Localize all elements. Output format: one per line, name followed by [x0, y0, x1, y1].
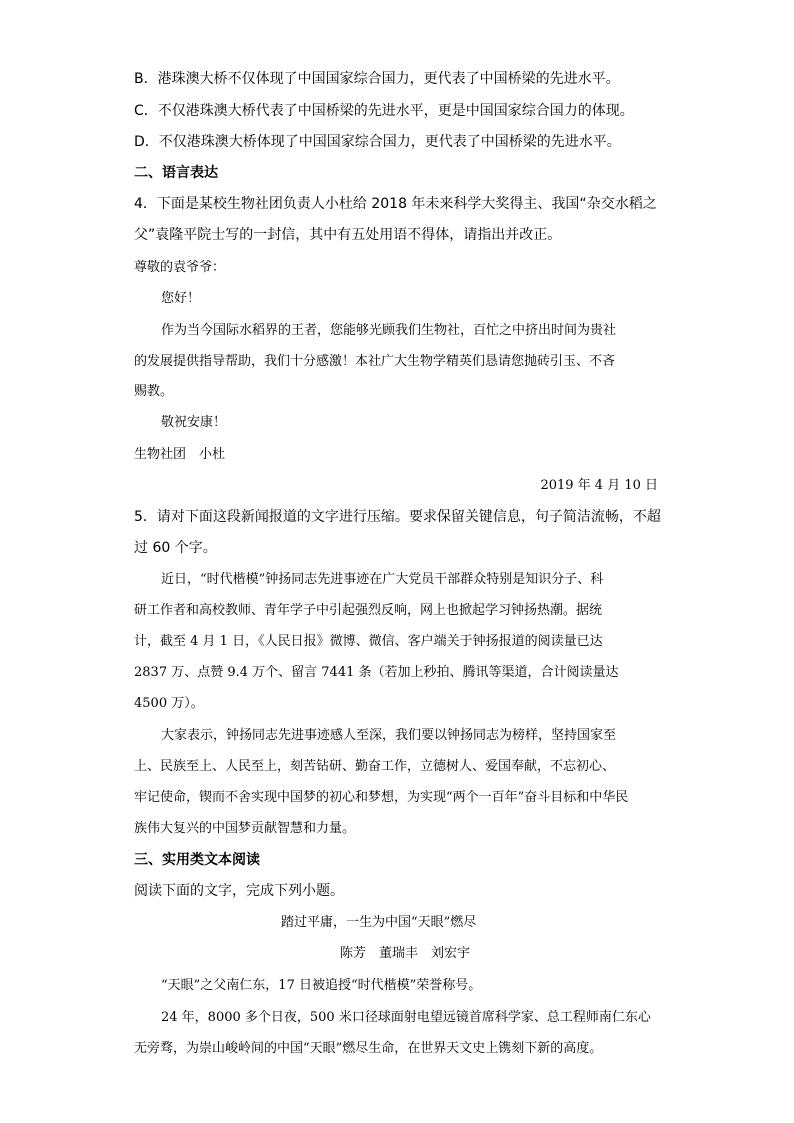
- letter-body-line3: 赐教。: [134, 384, 174, 399]
- q5-para1-line5: 4500 万）。: [134, 696, 204, 711]
- q5-para1-line3: 计，截至 4 月 1 日，《人民日报》微博、微信、客户端关于钟扬报道的阅读量已达: [134, 634, 603, 649]
- q5-para2-line3: 牢记使命，锲而不舍实现中国梦的初心和梦想，为实现“两个一百年”奋斗目标和中华民: [134, 790, 629, 805]
- q3-option-b: B．港珠澳大桥不仅体现了中国国家综合国力，更代表了中国桥梁的先进水平。: [134, 71, 620, 87]
- letter-greeting: 您好！: [161, 291, 201, 306]
- q5-para2-line2: 上、民族至上、人民至上，刻苦钻研、勤奋工作，立德树人、爱国奉献，不忘初心、: [134, 759, 616, 774]
- article-authors: 陈芳 董瑞丰 刘宏宇: [340, 946, 471, 961]
- q5-para1-line2: 研工作者和高校教师、青年学子中引起强烈反响，网上也掀起学习钟扬热潮。据统: [134, 603, 603, 618]
- q5-prompt-line1: 5．请对下面这段新闻报道的文字进行压缩。要求保留关键信息，句子简洁流畅，不超: [134, 509, 661, 525]
- q5-prompt-line2: 过 60 个字。: [134, 540, 217, 556]
- section3-heading: 三、实用类文本阅读: [134, 852, 260, 868]
- letter-body-line1: 作为当今国际水稻界的王者，您能够光顾我们生物社，百忙之中挤出时间为贵社: [161, 323, 617, 338]
- q5-para2-line4: 族伟大复兴的中国梦贡献智慧和力量。: [134, 821, 356, 836]
- letter-signature: 生物社团 小杜: [134, 447, 226, 462]
- q4-prompt-line2: 父”袁隆平院士写的一封信，其中有五处用语不得体，请指出并改正。: [134, 227, 562, 243]
- q4-prompt-line1: 4．下面是某校生物社团负责人小杜给 2018 年未来科学大奖得主、我国“杂交水稻之: [134, 196, 657, 212]
- q3-option-d: D．不仅港珠澳大桥体现了中国国家综合国力，更代表了中国桥梁的先进水平。: [134, 134, 621, 150]
- q3-option-c: C．不仅港珠澳大桥代表了中国桥梁的先进水平，更是中国国家综合国力的体现。: [134, 103, 634, 119]
- reading-instruction: 阅读下面的文字，完成下列小题。: [134, 883, 344, 899]
- article-para1: “天眼”之父南仁东，17 日被追授“时代楷模”荣誉称号。: [161, 978, 482, 993]
- letter-closing: 敬祝安康！: [161, 415, 227, 430]
- section2-heading: 二、语言表达: [134, 165, 218, 181]
- letter-salutation: 尊敬的袁爷爷：: [134, 260, 226, 275]
- article-para2-line1: 24 年，8000 多个日夜，500 米口径球面射电望远镜首席科学家、总工程师南仁东心: [161, 1010, 651, 1025]
- q5-para1-line1: 近日，“时代楷模”钟扬同志先进事迹在广大党员干部群众特别是知识分子、科: [161, 572, 604, 587]
- letter-date: 2019 年 4 月 10 日: [540, 478, 658, 493]
- letter-body-line2: 的发展提供指导帮助，我们十分感激！本社广大生物学精英们恳请您抛砖引玉、不吝: [134, 354, 616, 369]
- article-para2-line2: 无旁骛，为崇山峻岭间的中国“天眼”燃尽生命，在世界天文史上镌刻下新的高度。: [134, 1041, 603, 1056]
- q5-para1-line4: 2837 万、点赞 9.4 万个、留言 7441 条（若加上秒拍、腾讯等渠道，合计阅读量达: [134, 665, 619, 680]
- article-title: 踏过平庸，一生为中国“天眼”燃尽: [281, 915, 477, 930]
- q5-para2-line1: 大家表示，钟扬同志先进事迹感人至深，我们要以钟扬同志为榜样，坚持国家至: [161, 728, 617, 743]
